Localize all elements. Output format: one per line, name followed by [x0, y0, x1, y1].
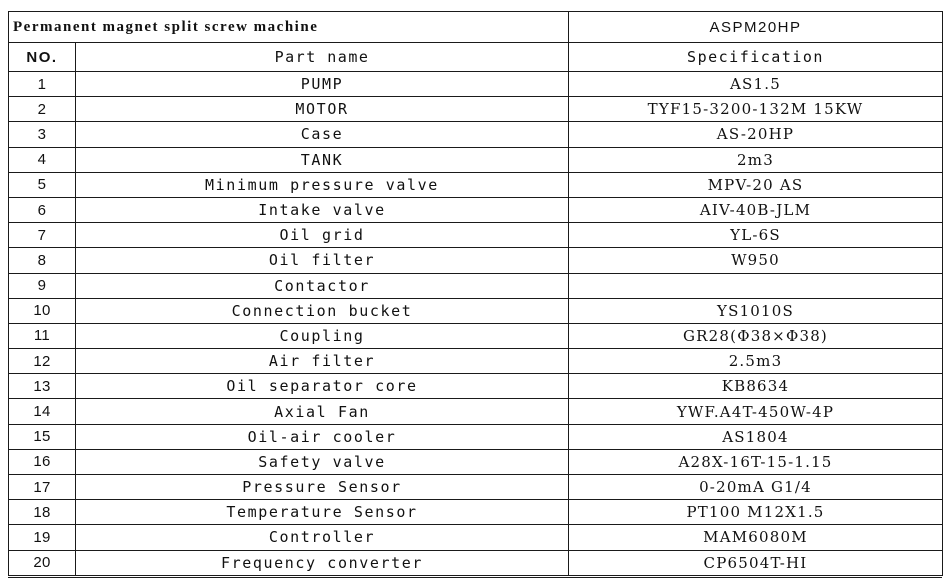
part-name-cell: Oil filter	[76, 248, 569, 273]
table-row	[9, 197, 943, 222]
row-number: 16	[9, 449, 76, 474]
part-name-cell: Intake valve	[76, 197, 569, 222]
part-name-cell: PUMP	[76, 72, 569, 97]
specification-cell: 2.5m3	[569, 349, 943, 374]
part-name-cell: Oil separator core	[76, 374, 569, 399]
table-row	[9, 525, 943, 550]
machine-title: Permanent magnet split screw machine	[9, 12, 569, 43]
part-name-cell: MOTOR	[76, 97, 569, 122]
row-number: 19	[9, 525, 76, 550]
specification-cell: AS1.5	[569, 72, 943, 97]
row-number: 13	[9, 374, 76, 399]
specification-cell: MPV-20 AS	[569, 172, 943, 197]
specification-cell: 0-20mA G1/4	[569, 475, 943, 500]
table-row	[9, 122, 943, 147]
specification-cell: YS1010S	[569, 298, 943, 323]
table-row	[9, 72, 943, 97]
specification-cell: A28X-16T-15-1.15	[569, 449, 943, 474]
table-row	[9, 449, 943, 474]
specification-cell	[569, 273, 943, 298]
specification-cell: GR28(Φ38×Φ38)	[569, 323, 943, 348]
parts-table-body	[9, 12, 943, 576]
specification-cell: 2m3	[569, 147, 943, 172]
part-name-cell: Connection bucket	[76, 298, 569, 323]
row-number: 4	[9, 147, 76, 172]
row-number: 15	[9, 424, 76, 449]
table-row	[9, 399, 943, 424]
table-row	[9, 349, 943, 374]
parts-spec-table	[8, 11, 943, 576]
specification-cell: PT100 M12X1.5	[569, 500, 943, 525]
part-name-cell: Air filter	[76, 349, 569, 374]
table-row	[9, 223, 943, 248]
specification-cell: AS1804	[569, 424, 943, 449]
column-header-specification: Specification	[569, 43, 943, 72]
part-name-cell: Minimum pressure valve	[76, 172, 569, 197]
row-number: 6	[9, 197, 76, 222]
part-name-cell: Oil-air cooler	[76, 424, 569, 449]
part-name-cell: Oil grid	[76, 223, 569, 248]
row-number: 18	[9, 500, 76, 525]
column-header-part-name: Part name	[76, 43, 569, 72]
header-row	[9, 43, 943, 72]
table-row	[9, 323, 943, 348]
row-number: 12	[9, 349, 76, 374]
table-row	[9, 172, 943, 197]
table-bottom-border	[8, 577, 942, 578]
row-number: 9	[9, 273, 76, 298]
part-name-cell: TANK	[76, 147, 569, 172]
table-row	[9, 475, 943, 500]
row-number: 1	[9, 72, 76, 97]
part-name-cell: Axial Fan	[76, 399, 569, 424]
row-number: 20	[9, 550, 76, 575]
table-row	[9, 298, 943, 323]
part-name-cell: Case	[76, 122, 569, 147]
model-number: ASPM20HP	[569, 12, 943, 43]
table-row	[9, 550, 943, 575]
table-row	[9, 374, 943, 399]
part-name-cell: Safety valve	[76, 449, 569, 474]
specification-cell: AS-20HP	[569, 122, 943, 147]
specification-cell: MAM6080M	[569, 525, 943, 550]
row-number: 17	[9, 475, 76, 500]
part-name-cell: Contactor	[76, 273, 569, 298]
specification-cell: YWF.A4T-450W-4P	[569, 399, 943, 424]
part-name-cell: Frequency converter	[76, 550, 569, 575]
table-row	[9, 273, 943, 298]
row-number: 14	[9, 399, 76, 424]
table-row	[9, 147, 943, 172]
row-number: 5	[9, 172, 76, 197]
table-row	[9, 500, 943, 525]
title-row	[9, 12, 943, 43]
table-row	[9, 248, 943, 273]
specification-cell: AIV-40B-JLM	[569, 197, 943, 222]
table-row	[9, 424, 943, 449]
row-number: 7	[9, 223, 76, 248]
table-row	[9, 97, 943, 122]
specification-cell: YL-6S	[569, 223, 943, 248]
specification-cell: CP6504T-HI	[569, 550, 943, 575]
specification-cell: KB8634	[569, 374, 943, 399]
part-name-cell: Temperature Sensor	[76, 500, 569, 525]
row-number: 11	[9, 323, 76, 348]
row-number: 10	[9, 298, 76, 323]
row-number: 3	[9, 122, 76, 147]
part-name-cell: Pressure Sensor	[76, 475, 569, 500]
part-name-cell: Coupling	[76, 323, 569, 348]
specification-cell: TYF15-3200-132M 15KW	[569, 97, 943, 122]
specification-cell: W950	[569, 248, 943, 273]
column-header-no: NO.	[9, 43, 76, 72]
part-name-cell: Controller	[76, 525, 569, 550]
row-number: 8	[9, 248, 76, 273]
row-number: 2	[9, 97, 76, 122]
